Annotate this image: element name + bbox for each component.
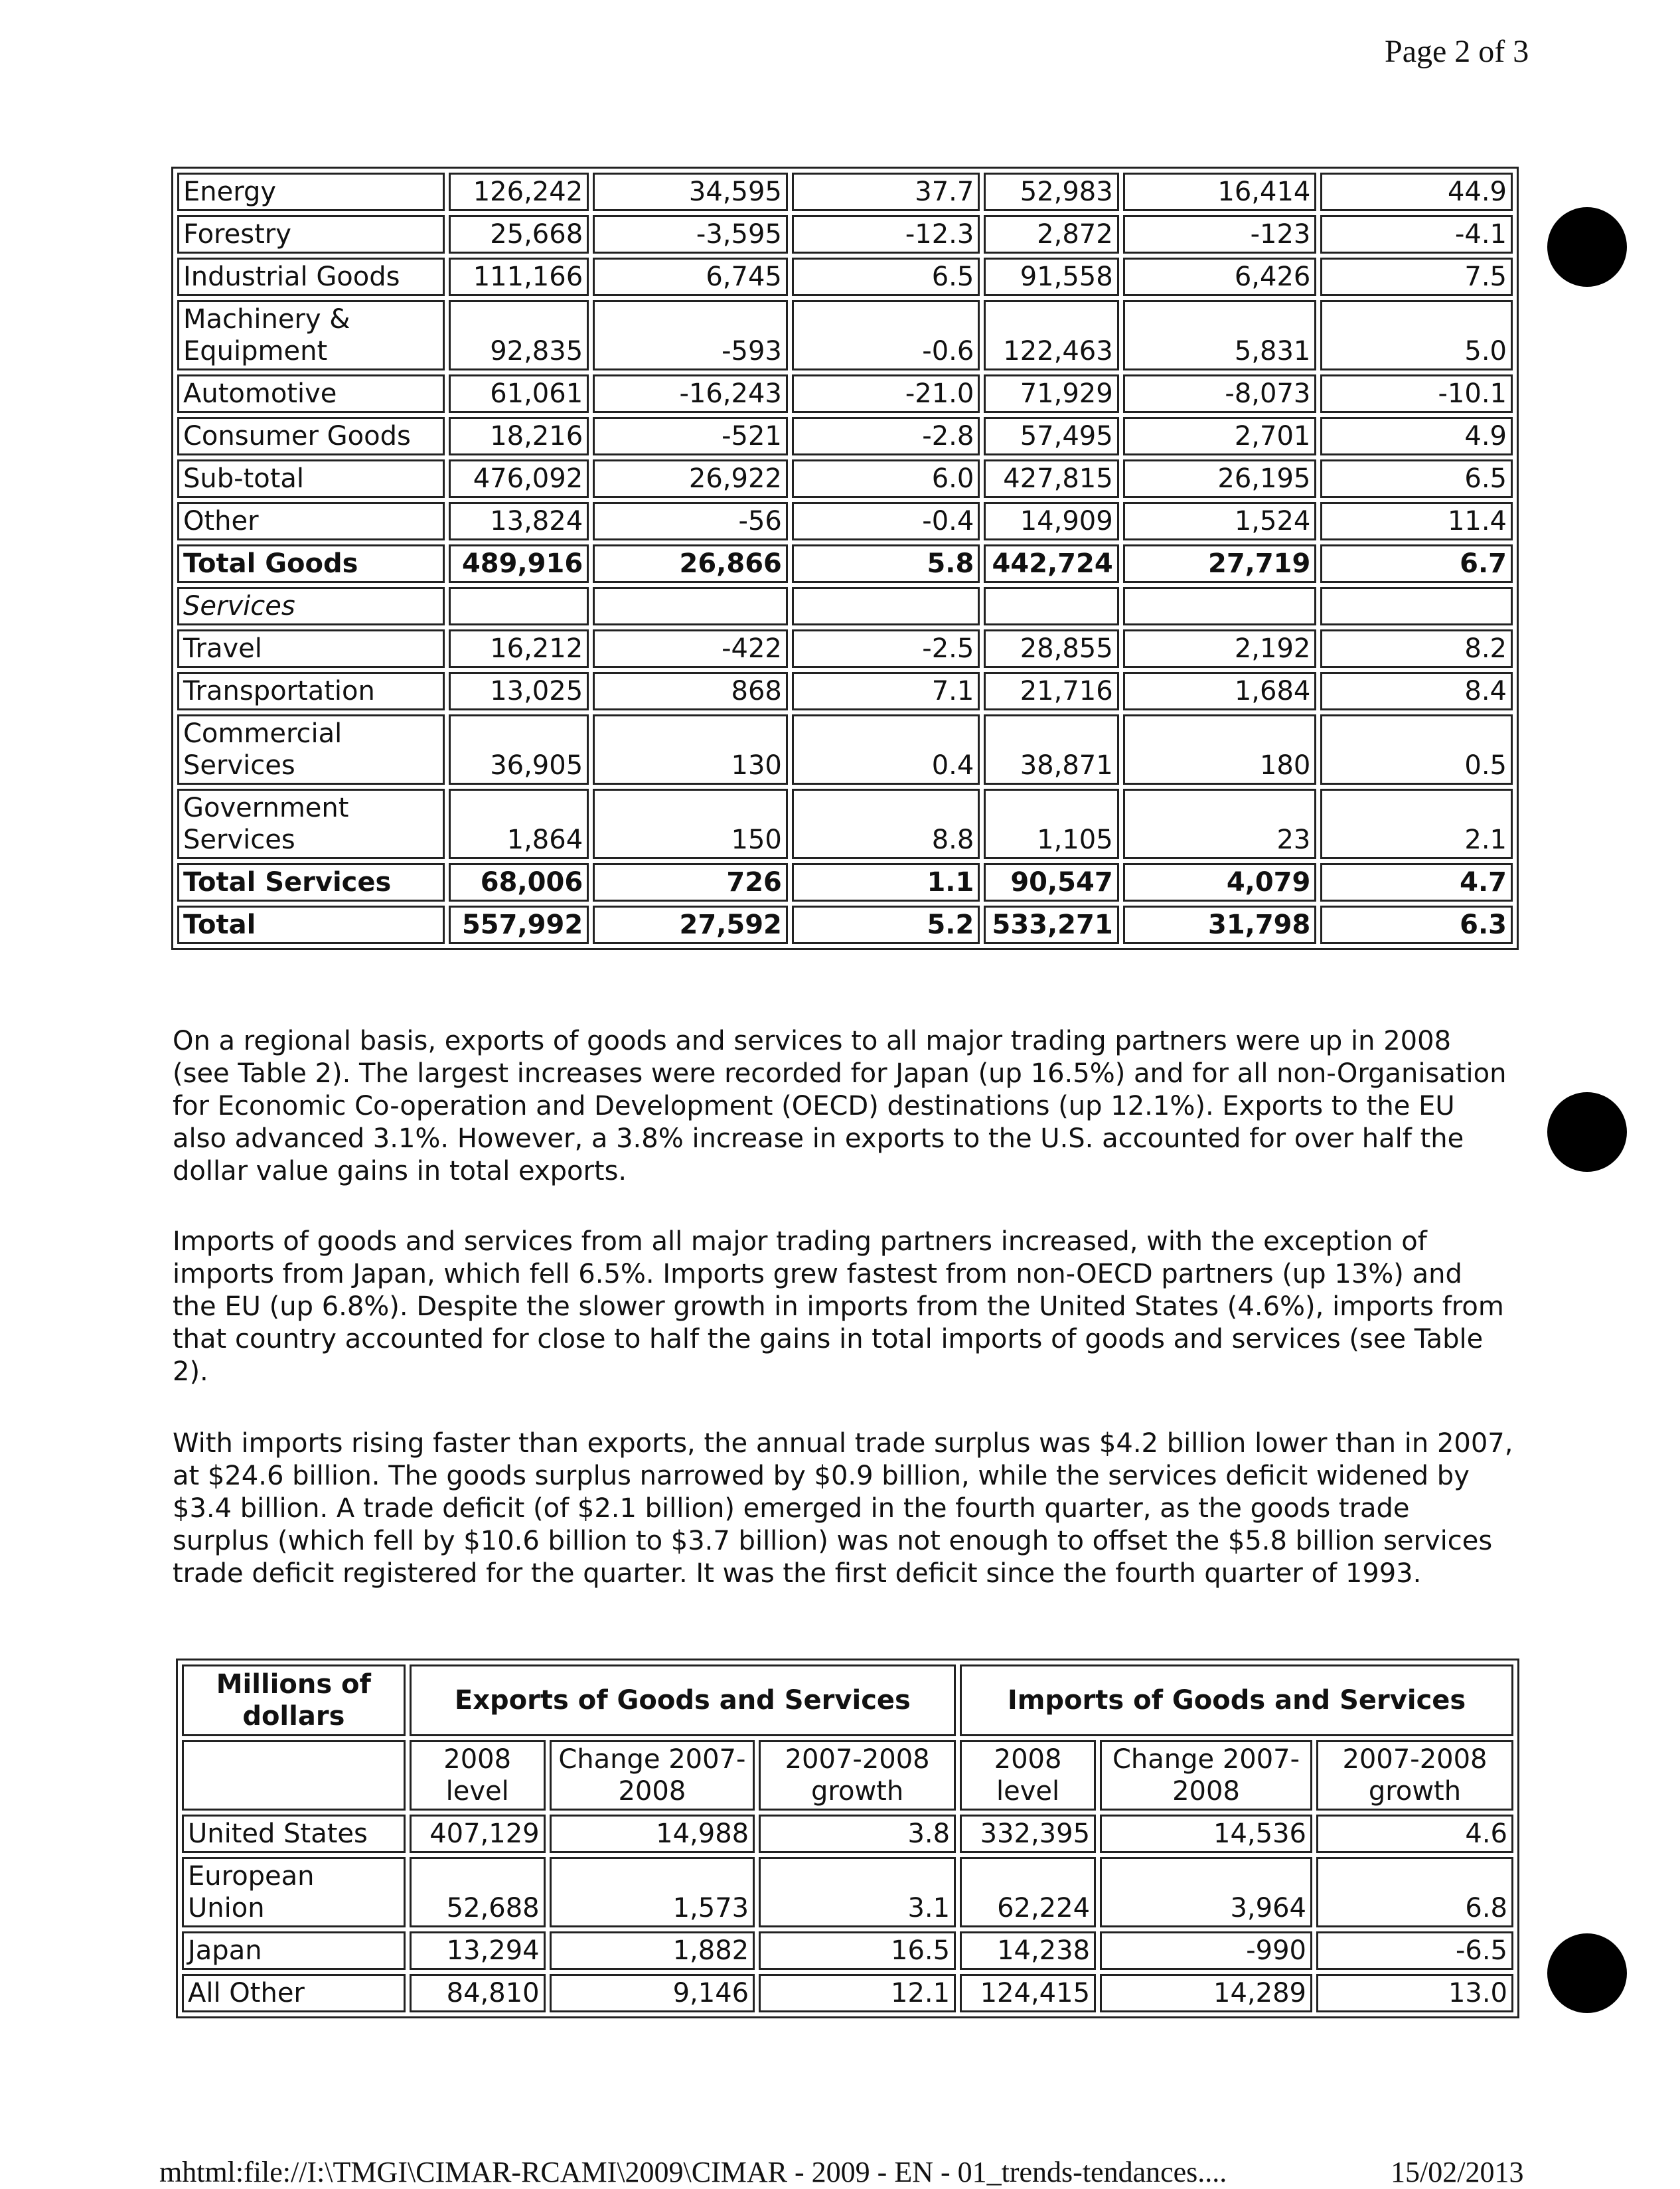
binder-hole-bottom [1547, 1933, 1627, 2013]
table-cell: 5.8 [792, 544, 980, 583]
table-cell: 868 [593, 672, 788, 710]
table-cell: 18,216 [449, 417, 589, 455]
table-cell: 16,212 [449, 629, 589, 668]
row-label: Energy [177, 173, 445, 211]
table-cell: 25,668 [449, 215, 589, 254]
table-row [177, 300, 1513, 370]
table-row [182, 1931, 1513, 1970]
trade-by-partner-table [176, 1659, 1519, 2018]
table-cell: 4.9 [1320, 417, 1513, 455]
table-cell: 1,882 [550, 1931, 755, 1970]
table-cell: 126,242 [449, 173, 589, 211]
table-row [177, 789, 1513, 859]
table-cell: 13,025 [449, 672, 589, 710]
table-cell: 124,415 [960, 1974, 1096, 2012]
table-cell: 4,079 [1123, 863, 1317, 902]
table-cell: -10.1 [1320, 374, 1513, 413]
row-label: Machinery & Equipment [177, 300, 445, 370]
paragraph-trade-surplus: With imports rising faster than exports, the annual trade surplus was $4.2 billion lower than in 2007, at $24.6 billion. The goods surplus narrowed by $0.9 billion, while the services deficit widened by $3.4 billion. A trade deficit (of $2.1 billion) emerged in the fourth quarter, as the goods trade surplus (which fell by $10.6 billion to $3.7 billion) was not enough to offset the $5.8 billion services trade deficit registered for the quarter. It was the first deficit since the fourth quarter of 1993. [173, 1428, 1513, 1589]
table-cell: 442,724 [984, 544, 1118, 583]
table-row [177, 587, 1513, 625]
row-label: Sub-total [177, 459, 445, 498]
table-row [177, 258, 1513, 296]
row-label: Other [177, 502, 445, 540]
row-label: European Union [182, 1857, 406, 1927]
table-cell: 332,395 [960, 1815, 1096, 1853]
row-label: Industrial Goods [177, 258, 445, 296]
paragraph-regional-exports: On a regional basis, exports of goods and services to all major trading partners were up in 2008 (see Table 2). The largest increases were recorded for Japan (up 16.5%) and for all non-Organisation for Economic Co-operation and Development (OECD) destinations (up 12.1%). Exports to the EU also advanced 3.1%. However, a 3.8% increase in exports to the U.S. accounted for over half the dollar value gains in total exports. [173, 1026, 1507, 1186]
table-row [182, 1815, 1513, 1853]
table2-group-header-row [182, 1664, 1513, 1736]
table-cell: 1,105 [984, 789, 1118, 859]
table2-sub-header: 2008 level [960, 1740, 1096, 1811]
table-cell: 1,684 [1123, 672, 1317, 710]
table-cell: 14,988 [550, 1815, 755, 1853]
row-label: Commercial Services [177, 714, 445, 785]
table-row [177, 863, 1513, 902]
table2-exports-header: Exports of Goods and Services [410, 1664, 956, 1736]
table-cell: 21,716 [984, 672, 1118, 710]
table-cell: -0.4 [792, 502, 980, 540]
table2-sub-header: 2008 level [410, 1740, 546, 1811]
table-cell: -123 [1123, 215, 1317, 254]
table-cell: 6,745 [593, 258, 788, 296]
table-cell: 476,092 [449, 459, 589, 498]
table-cell: 23 [1123, 789, 1317, 859]
table-cell: 27,719 [1123, 544, 1317, 583]
table-cell: 5,831 [1123, 300, 1317, 370]
table-cell: 12.1 [759, 1974, 956, 2012]
table-cell [593, 587, 788, 625]
table-cell: 68,006 [449, 863, 589, 902]
table-cell: 26,195 [1123, 459, 1317, 498]
row-label: Total Goods [177, 544, 445, 583]
footer-file-path: mhtml:file://I:\TMGI\CIMAR-RCAMI\2009\CIMAR - 2009 - EN - 01_trends-tendances.... [159, 2156, 1227, 2188]
row-label: All Other [182, 1974, 406, 2012]
table-cell: -8,073 [1123, 374, 1317, 413]
row-label: Total [177, 906, 445, 944]
table-cell: 6.5 [1320, 459, 1513, 498]
table-cell: 4.6 [1316, 1815, 1513, 1853]
table-row [177, 714, 1513, 785]
table-cell: -12.3 [792, 215, 980, 254]
table-cell: 84,810 [410, 1974, 546, 2012]
table-cell: 2,701 [1123, 417, 1317, 455]
table-cell: 6.7 [1320, 544, 1513, 583]
table-cell: 2,872 [984, 215, 1118, 254]
table-cell: -0.6 [792, 300, 980, 370]
table-cell: 31,798 [1123, 906, 1317, 944]
table-cell: 3.1 [759, 1857, 956, 1927]
table-cell: 427,815 [984, 459, 1118, 498]
table-row [177, 417, 1513, 455]
table-cell: -2.5 [792, 629, 980, 668]
table-cell: 16.5 [759, 1931, 956, 1970]
footer-date: 15/02/2013 [1391, 2156, 1524, 2188]
table-cell: 1.1 [792, 863, 980, 902]
table-cell: 16,414 [1123, 173, 1317, 211]
table-cell: -6.5 [1316, 1931, 1513, 1970]
table-row [177, 459, 1513, 498]
row-label: United States [182, 1815, 406, 1853]
table-row [177, 374, 1513, 413]
table2-sub-header: 2007-2008 growth [759, 1740, 956, 1811]
table-cell: 1,573 [550, 1857, 755, 1927]
table-cell: 180 [1123, 714, 1317, 785]
table-cell: 34,595 [593, 173, 788, 211]
table-cell [1320, 587, 1513, 625]
table-cell: 0.4 [792, 714, 980, 785]
table-cell: 28,855 [984, 629, 1118, 668]
row-label: Travel [177, 629, 445, 668]
table-cell: -990 [1100, 1931, 1312, 1970]
table-cell: 557,992 [449, 906, 589, 944]
table-cell: 90,547 [984, 863, 1118, 902]
table-cell: 130 [593, 714, 788, 785]
table-cell: 150 [593, 789, 788, 859]
table-cell: 3.8 [759, 1815, 956, 1853]
table-cell: 26,866 [593, 544, 788, 583]
table-cell: 14,238 [960, 1931, 1096, 1970]
table-cell: -16,243 [593, 374, 788, 413]
table-row [177, 906, 1513, 944]
table-cell: 92,835 [449, 300, 589, 370]
table-cell: -3,595 [593, 215, 788, 254]
table-cell: 122,463 [984, 300, 1118, 370]
table-cell: 2.1 [1320, 789, 1513, 859]
table-row [177, 173, 1513, 211]
table-cell: 6.0 [792, 459, 980, 498]
table-row [182, 1857, 1513, 1927]
row-label: Services [177, 587, 445, 625]
table-cell: 36,905 [449, 714, 589, 785]
table-cell: -2.8 [792, 417, 980, 455]
table-cell: 9,146 [550, 1974, 755, 2012]
table-cell: -521 [593, 417, 788, 455]
table-cell: 8.8 [792, 789, 980, 859]
table-cell: -21.0 [792, 374, 980, 413]
table-row [177, 544, 1513, 583]
table-cell [1123, 587, 1317, 625]
table-row [177, 629, 1513, 668]
table-cell: 2,192 [1123, 629, 1317, 668]
table-cell: 7.5 [1320, 258, 1513, 296]
table-cell: 14,909 [984, 502, 1118, 540]
table-cell: 533,271 [984, 906, 1118, 944]
page-footer [159, 2155, 1524, 2189]
table-row [177, 215, 1513, 254]
table-cell: 1,864 [449, 789, 589, 859]
table-cell: 13,294 [410, 1931, 546, 1970]
table-cell: 57,495 [984, 417, 1118, 455]
table-cell: 6.3 [1320, 906, 1513, 944]
table-cell [984, 587, 1118, 625]
table-cell [449, 587, 589, 625]
table-row [177, 672, 1513, 710]
table-cell: 0.5 [1320, 714, 1513, 785]
table-cell: -593 [593, 300, 788, 370]
table-cell: 44.9 [1320, 173, 1513, 211]
table-cell: 61,061 [449, 374, 589, 413]
table-cell: 4.7 [1320, 863, 1513, 902]
table-cell: 27,592 [593, 906, 788, 944]
table-row [182, 1974, 1513, 2012]
page-number: Page 2 of 3 [1385, 34, 1529, 69]
binder-hole-middle [1547, 1092, 1627, 1172]
table-cell: 14,289 [1100, 1974, 1312, 2012]
table2-imports-header: Imports of Goods and Services [960, 1664, 1513, 1736]
row-label: Total Services [177, 863, 445, 902]
paragraph-regional-imports: Imports of goods and services from all major trading partners increased, with the exception of imports from Japan, which fell 6.5%. Imports grew fastest from non-OECD partners (up 13%) and the EU (up 6.8%). Despite the slower growth in imports from the United States (4.6%), imports from that country accounted for close to half the gains in total imports of goods and services (see Table 2). [173, 1226, 1504, 1387]
table-cell: 6.5 [792, 258, 980, 296]
table2-corner-header: Millions of dollars [182, 1664, 406, 1736]
table-cell: 37.7 [792, 173, 980, 211]
table-cell: 5.2 [792, 906, 980, 944]
table-cell: 8.2 [1320, 629, 1513, 668]
table-cell: 8.4 [1320, 672, 1513, 710]
row-label: Forestry [177, 215, 445, 254]
table-cell: 489,916 [449, 544, 589, 583]
table-cell: -56 [593, 502, 788, 540]
row-label: Automotive [177, 374, 445, 413]
table2-sub-header: Change 2007-2008 [1100, 1740, 1312, 1811]
row-label: Consumer Goods [177, 417, 445, 455]
table-cell: 6.8 [1316, 1857, 1513, 1927]
table-cell: 38,871 [984, 714, 1118, 785]
table2-sub-header-row [182, 1740, 1513, 1811]
table-cell: 13.0 [1316, 1974, 1513, 2012]
table-cell: 26,922 [593, 459, 788, 498]
table-cell: 62,224 [960, 1857, 1096, 1927]
table-cell: -422 [593, 629, 788, 668]
table-cell: 71,929 [984, 374, 1118, 413]
table-cell: 6,426 [1123, 258, 1317, 296]
table-cell: 7.1 [792, 672, 980, 710]
table-cell: 13,824 [449, 502, 589, 540]
row-label: Japan [182, 1931, 406, 1970]
table-cell: 14,536 [1100, 1815, 1312, 1853]
binder-hole-top [1547, 207, 1627, 287]
table-cell: 91,558 [984, 258, 1118, 296]
table-cell [792, 587, 980, 625]
table-row [177, 502, 1513, 540]
table-cell: 5.0 [1320, 300, 1513, 370]
table2-sub-header: Change 2007-2008 [550, 1740, 755, 1811]
table2-empty-header-cell [182, 1740, 406, 1811]
table-cell: 52,688 [410, 1857, 546, 1927]
table-cell: 726 [593, 863, 788, 902]
row-label: Transportation [177, 672, 445, 710]
table-cell: 1,524 [1123, 502, 1317, 540]
trade-by-commodity-table [171, 167, 1519, 950]
table-cell: 111,166 [449, 258, 589, 296]
table-cell: 407,129 [410, 1815, 546, 1853]
table-cell: 3,964 [1100, 1857, 1312, 1927]
table-cell: 11.4 [1320, 502, 1513, 540]
row-label: Government Services [177, 789, 445, 859]
table2-sub-header: 2007-2008 growth [1316, 1740, 1513, 1811]
table-cell: -4.1 [1320, 215, 1513, 254]
table-cell: 52,983 [984, 173, 1118, 211]
